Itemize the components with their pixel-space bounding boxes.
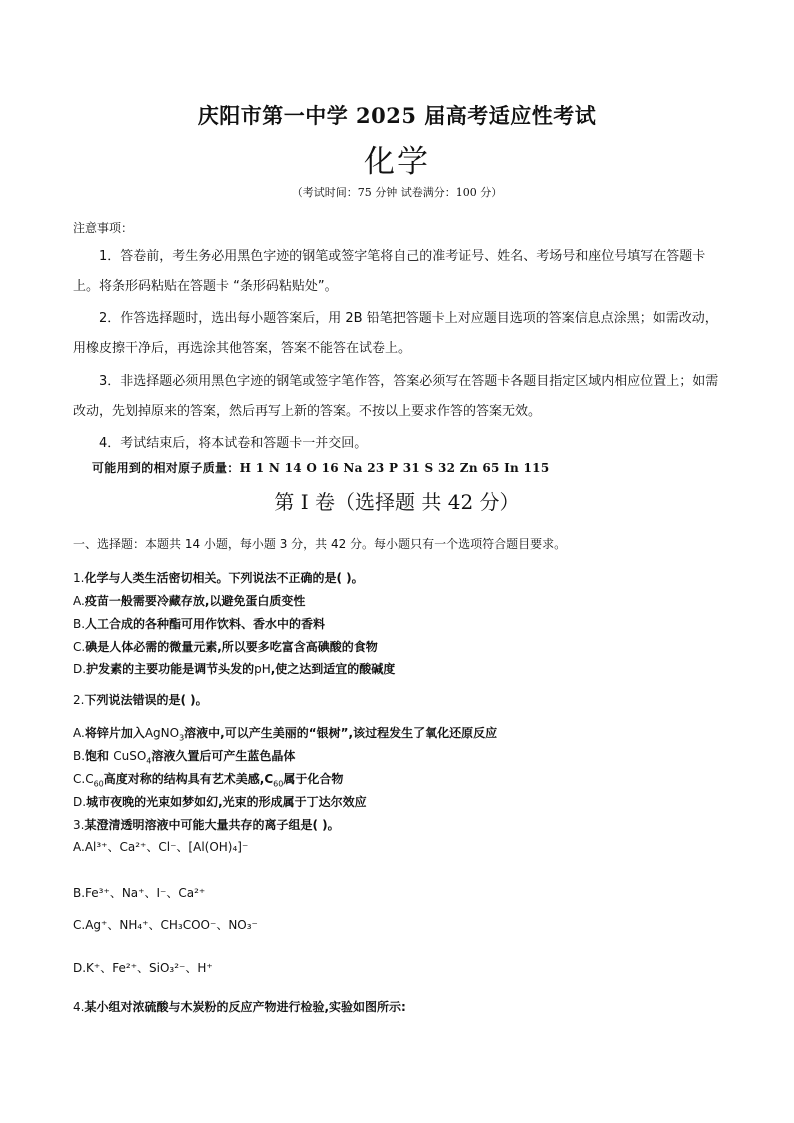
q1-option-a-label: A.	[73, 594, 85, 608]
q2-option-c-sub-1: 60	[93, 779, 104, 789]
q2-option-c-label: C.	[73, 772, 86, 786]
q1-option-d-ph: pH	[254, 662, 271, 676]
q2-option-b-label: B.	[73, 749, 86, 763]
atomic-masses: 可能用到的相对原子质量：H 1 N 14 O 16 Na 23 P 31 S 32 Zn 65 In 115	[92, 461, 550, 475]
q4-number: 4.	[73, 1000, 85, 1014]
q3-stem-text: 某澄清透明溶液中可能大量共存的离子组是( )。	[84, 818, 340, 832]
q1-stem	[73, 569, 364, 586]
q1-option-d-text-1: 护发素的主要功能是调节头发的	[86, 662, 255, 676]
q3-option-b: B.Fe³⁺、Na⁺、I⁻、Ca²⁺	[73, 886, 206, 900]
q1-number: 1.	[73, 571, 85, 585]
section-instruction: 一、选择题：本题共 14 小题，每小题 3 分，共 42 分。每小题只有一个选项符合题目要求。	[73, 537, 567, 551]
q2-option-c-text-1: 高度对称的结构具有艺术美感,C	[103, 772, 274, 786]
q4-stem-text: 某小组对浓硫酸与木炭粉的反应产物进行检验,实验如图所示:	[84, 1000, 406, 1014]
q2-option-b-text-2: 溶液久置后可产生蓝色晶体	[151, 749, 296, 763]
q2-option-a-formula: AgNO	[144, 726, 180, 740]
q1-option-d-text-2: ,使之达到适宜的酸碱度	[270, 662, 396, 676]
notice-item-3: 3．非选择题必须用黑色字迹的钢笔或签字笔作答，答案必须写在答题卡各题目指定区域内相应位置上；如需改动，先划掉原来的答案，然后再写上新的答案。不按以上要求作答的答案无效。	[73, 374, 719, 419]
q2-option-b	[73, 747, 295, 765]
q2-stem	[73, 691, 208, 708]
q1-option-d	[73, 660, 395, 677]
q2-option-b-text-1: 饱和	[85, 749, 114, 763]
q2-option-c	[73, 770, 343, 788]
q1-option-c-label: C.	[73, 640, 86, 654]
q2-option-d	[73, 793, 367, 810]
notice-item-4: 4．考试结束后，将本试卷和答题卡一并交回。	[99, 436, 368, 451]
q2-stem-text: 下列说法错误的是( )。	[84, 693, 208, 707]
q2-option-c-text-2: 属于化合物	[283, 772, 344, 786]
q2-option-a-label: A.	[73, 726, 85, 740]
q2-option-c-sub-2: 60	[273, 779, 284, 789]
time-info: （考试时间：75 分钟 试卷满分：100 分）	[291, 186, 503, 199]
q2-option-b-formula: CuSO	[113, 749, 147, 763]
q2-option-d-label: D.	[73, 795, 87, 809]
section-title: 第 I 卷（选择题 共 42 分）	[274, 490, 520, 514]
q2-option-a-text-1: 将锌片加入	[84, 726, 145, 740]
q1-option-b-text: 人工合成的各种酯可用作饮料、香水中的香料	[85, 617, 326, 631]
q2-option-a-subscript: 3	[179, 733, 185, 743]
exam-title: 庆阳市第一中学 2025 届高考适应性考试	[197, 103, 597, 128]
q2-option-a	[73, 724, 497, 742]
q3-number: 3.	[73, 818, 85, 832]
q2-option-d-text: 城市夜晚的光束如梦如幻,光束的形成属于丁达尔效应	[86, 795, 367, 809]
q1-option-a	[73, 592, 305, 609]
subject-heading: 化学	[364, 144, 430, 180]
q2-option-b-subscript: 4	[146, 756, 152, 766]
notice-heading: 注意事项：	[73, 221, 134, 235]
q1-option-c	[73, 638, 378, 655]
q2-option-c-c60: C	[85, 772, 94, 786]
q1-option-d-label: D.	[73, 662, 87, 676]
notice-item-2: 2．作答选择题时，选出每小题答案后，用 2B 铅笔把答题卡上对应题目选项的答案信息点涂黑；如需改动，用橡皮擦干净后，再选涂其他答案，答案不能答在试卷上。	[73, 311, 718, 356]
q3-stem	[73, 816, 340, 833]
q4-stem	[73, 998, 406, 1015]
q1-stem-text: 化学与人类生活密切相关。下列说法不正确的是( )。	[84, 571, 364, 585]
q3-option-a: A.Al³⁺、Ca²⁺、Cl⁻、[Al(OH)₄]⁻	[73, 840, 249, 854]
q3-option-d: D.K⁺、Fe²⁺、SiO₃²⁻、H⁺	[73, 961, 213, 975]
q3-option-c: C.Ag⁺、NH₄⁺、CH₃COO⁻、NO₃⁻	[73, 918, 258, 932]
q2-number: 2.	[73, 693, 85, 707]
q2-option-a-text-2: 溶液中,可以产生美丽的“银树”,该过程发生了氧化还原反应	[184, 726, 498, 740]
notice-item-1: 1．答卷前，考生务必用黑色字迹的钢笔或签字笔将自己的准考证号、姓名、考场号和座位号填写在答题卡上。将条形码粘贴在答题卡 “条形码粘贴处”。	[73, 249, 706, 294]
q1-option-c-text: 碘是人体必需的微量元素,所以要多吃富含高碘酸的食物	[85, 640, 378, 654]
q1-option-a-text: 疫苗一般需要冷藏存放,以避免蛋白质变性	[84, 594, 306, 608]
q1-option-b	[73, 615, 325, 632]
q1-option-b-label: B.	[73, 617, 86, 631]
